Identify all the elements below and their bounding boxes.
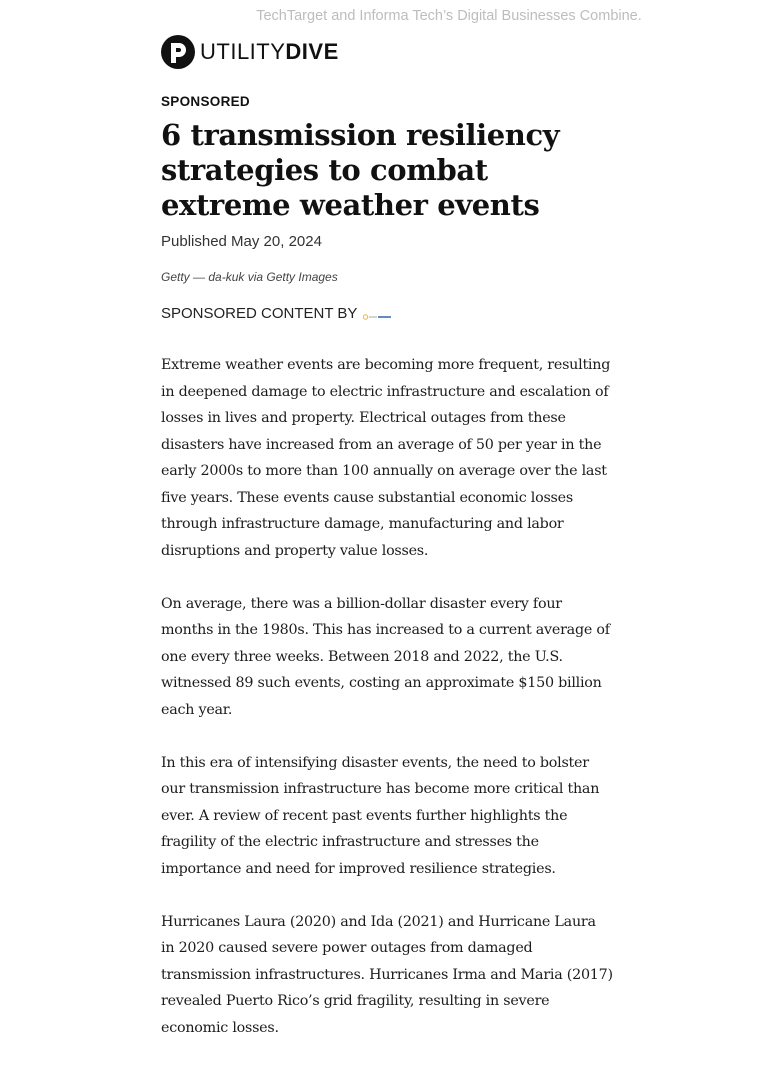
image-caption: Getty — da-kuk via Getty Images <box>161 270 338 284</box>
site-logo-link[interactable] <box>161 34 339 70</box>
site-name-light: UTILITY <box>200 39 286 64</box>
article-paragraph: In this era of intensifying disaster events, the need to bolster our transmission infrastructure has become more critical than ever. A review of recent past events further highlights the fragility of the electric infrastructure and stresses the importance and need for improved resilience strategies. <box>161 754 600 877</box>
site-name <box>200 34 339 70</box>
sponsor-logo-icon[interactable] <box>363 314 393 320</box>
announcement-banner[interactable]: TechTarget and Informa Tech’s Digital Businesses Combine. <box>256 8 642 24</box>
utility-dive-logo-icon <box>161 35 195 69</box>
article-paragraph: Extreme weather events are becoming more frequent, resulting in deepened damage to electric infrastructure and escalation of losses in lives and property. Electrical outages from these disasters have increased from an average of 50 per year in the early 2000s to more than 100 annually on average over the last five years. These events cause substantial economic losses through infrastructure damage, manufacturing and labor disruptions and property value losses. <box>161 357 611 559</box>
sponsored-by-line <box>161 305 393 322</box>
sponsored-by-label: SPONSORED CONTENT BY <box>161 305 358 322</box>
site-name-bold: DIVE <box>285 39 339 64</box>
article-body <box>161 352 613 1068</box>
article-title: 6 transmission resiliency strategies to combat extreme weather events <box>161 118 560 222</box>
article-paragraph: On average, there was a billion-dollar disaster every four months in the 1980s. This has increased to a current average of one every three weeks. Between 2018 and 2022, the U.S. witnessed 89 such events, costing an approximate $150 billion each year. <box>161 595 610 718</box>
article-paragraph: Hurricanes Laura (2020) and Ida (2021) and Hurricane Laura in 2020 caused severe power outages from damaged transmission infrastructures. Hurricanes Irma and Maria (2017) revealed Puerto Rico’s grid fragility, resulting in severe economic losses. <box>161 913 613 1036</box>
article-kicker: SPONSORED <box>161 94 250 109</box>
publish-date: Published May 20, 2024 <box>161 233 322 250</box>
